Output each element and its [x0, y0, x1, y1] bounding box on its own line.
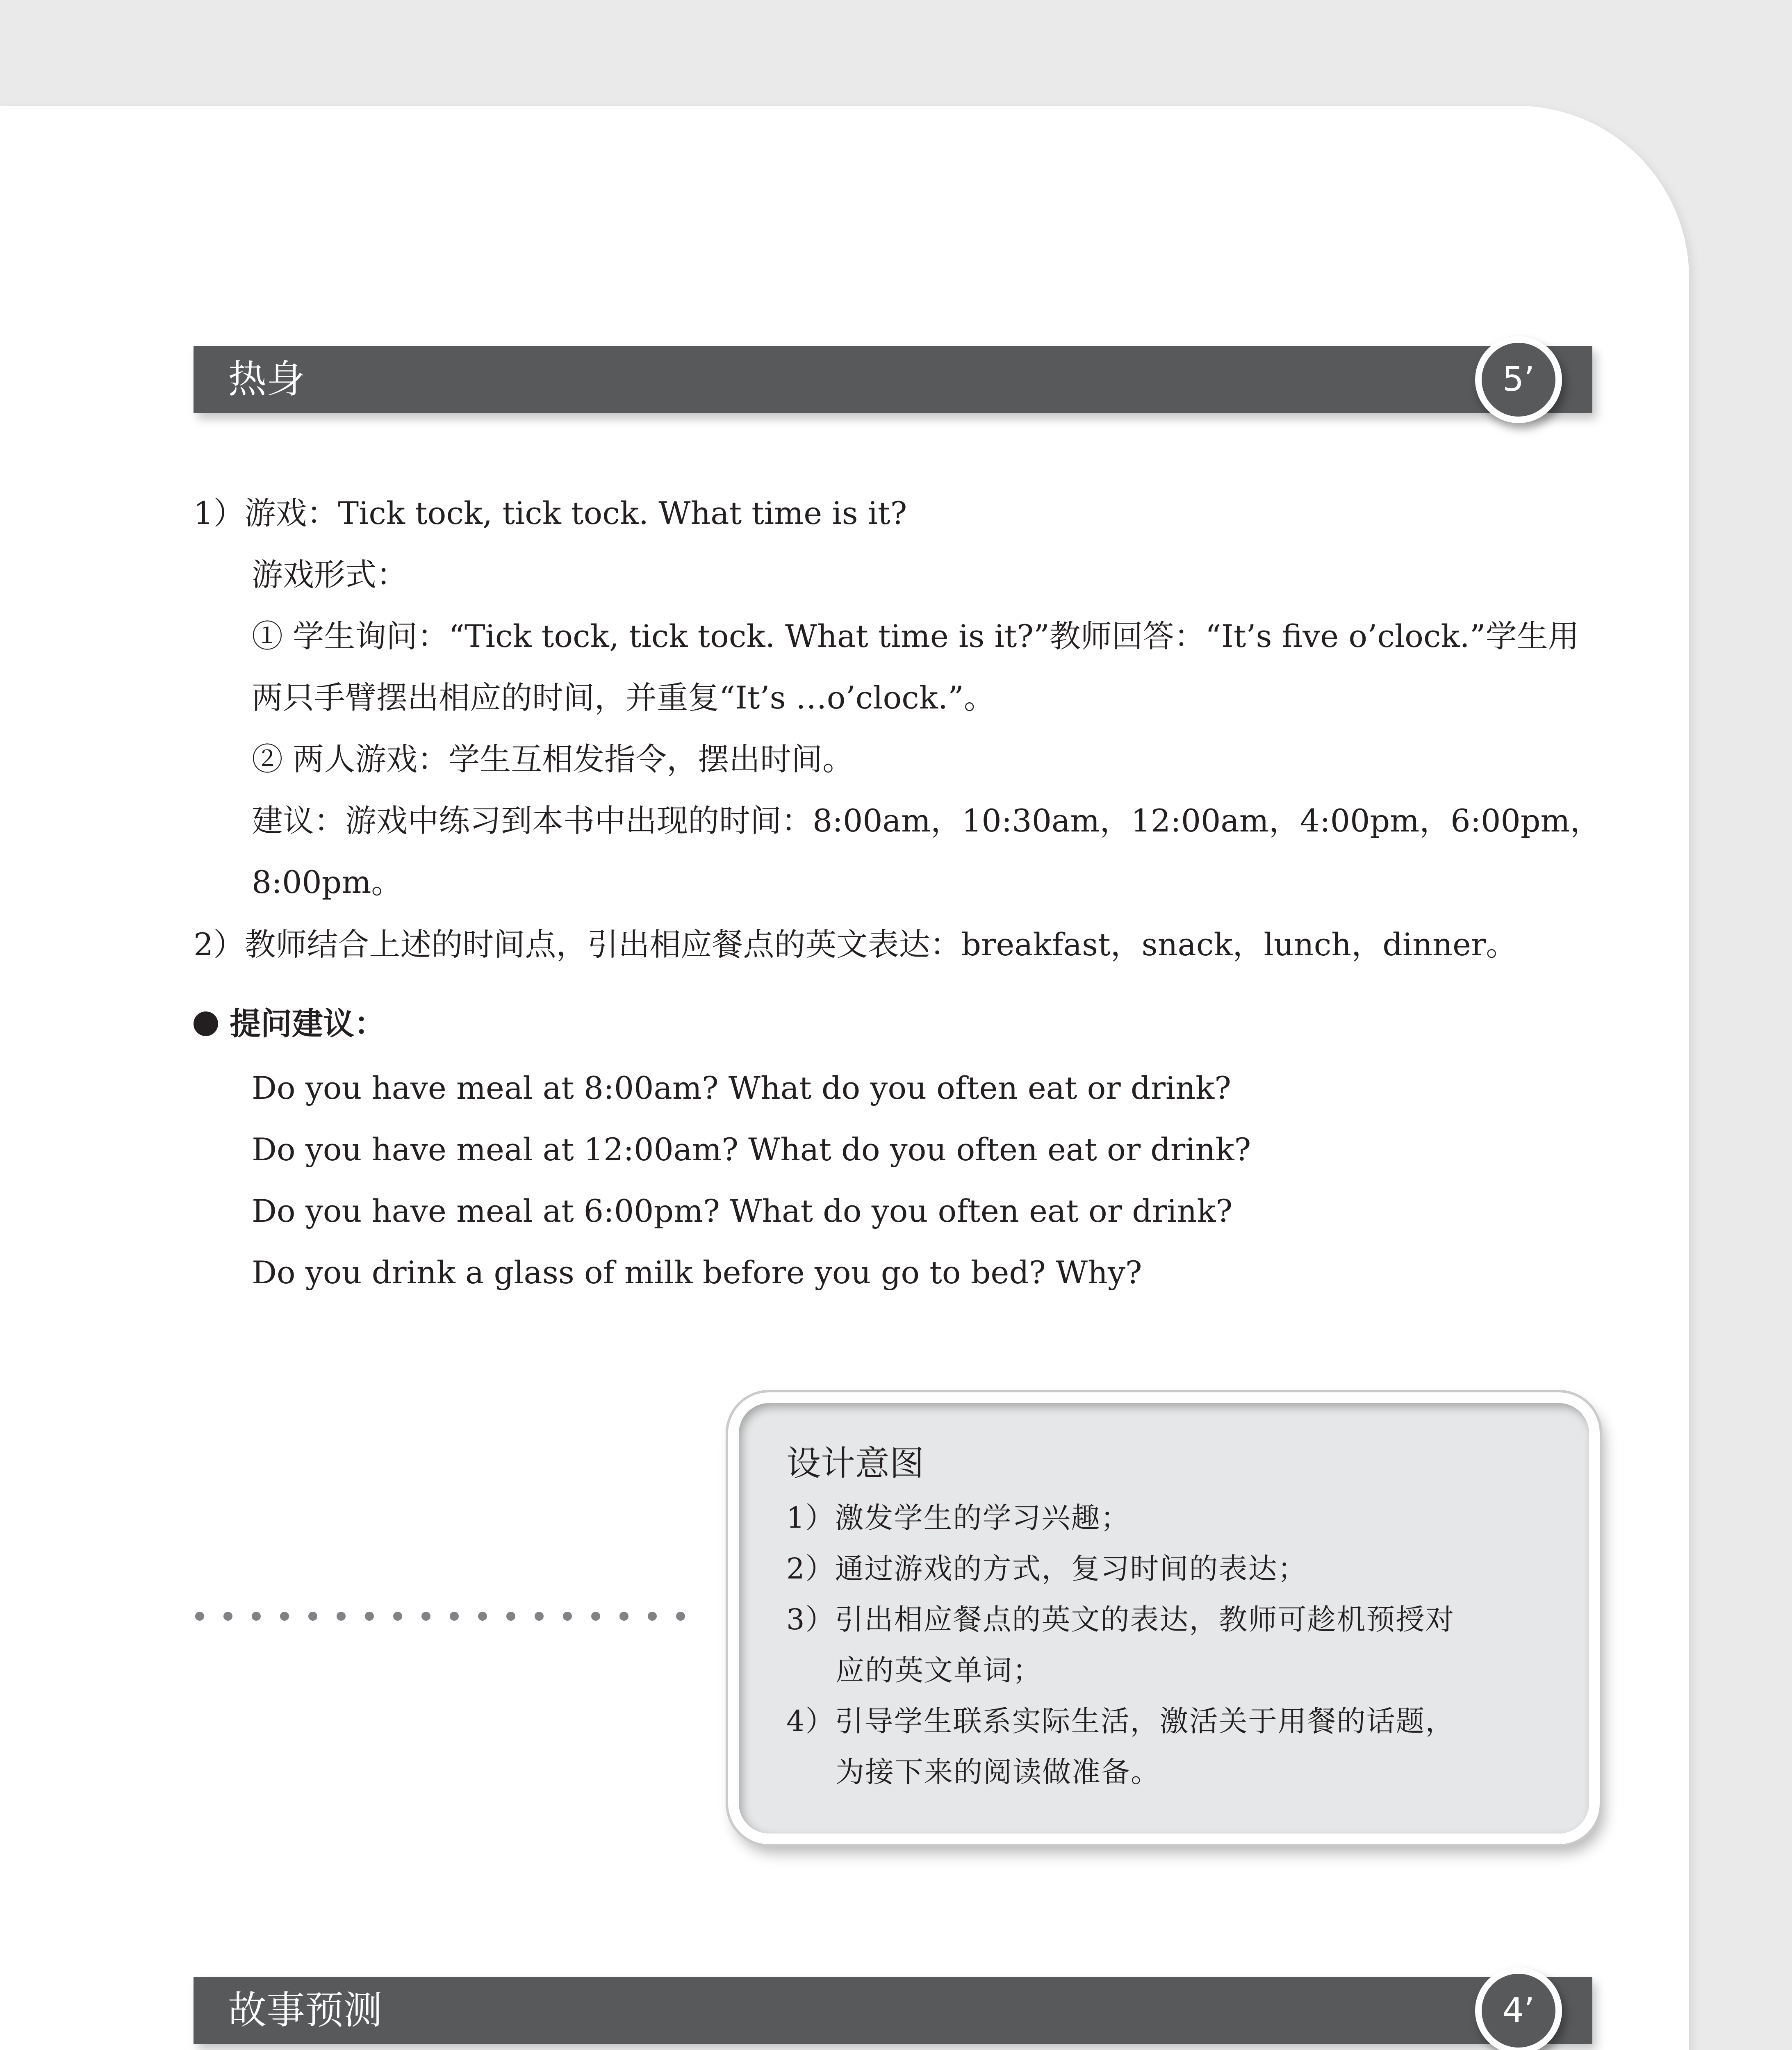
- warmup-line: 两只手臂摆出相应的时间，并重复“It’s …o’clock.”。: [252, 679, 995, 716]
- question-heading: [194, 1001, 385, 1046]
- design-intent-line: 应的英文单词；: [836, 1654, 1042, 1687]
- section-title-prediction: 故事预测: [228, 1988, 383, 2033]
- question-item: Do you have meal at 8:00am? What do you often eat or drink?: [252, 1070, 1231, 1106]
- bullet-dot-icon: [194, 1011, 218, 1036]
- warmup-line: 游戏形式：: [252, 556, 408, 593]
- design-intent-line: 2）通过游戏的方式，复习时间的表达；: [786, 1552, 1307, 1585]
- dotted-leader-line: [194, 1608, 710, 1624]
- warmup-line: 1）游戏：Tick tock, tick tock. What time is it?: [194, 495, 907, 531]
- question-item: Do you have meal at 12:00am? What do you often eat or drink?: [252, 1131, 1251, 1168]
- time-badge-warmup: 5’: [1475, 336, 1562, 423]
- warmup-line: 建议：游戏中练习到本书中出现的时间：8:00am，10:30am，12:00am，4:00pm，6:00pm，: [252, 802, 1601, 839]
- warmup-line: ② 两人游戏：学生互相发指令，摆出时间。: [252, 741, 854, 777]
- section-title-warmup: 热身: [228, 357, 305, 402]
- design-intent-line: 4）引导学生联系实际生活，激活关于用餐的话题，: [786, 1704, 1455, 1738]
- design-intent-title: 设计意图: [786, 1443, 924, 1483]
- question-item: Do you have meal at 6:00pm? What do you often eat or drink?: [252, 1193, 1233, 1229]
- section-bar-warmup: [194, 346, 1592, 413]
- warmup-line: ① 学生询问：“Tick tock, tick tock. What time is it?”教师回答：“It’s five o’clock.”学生用: [252, 618, 1579, 654]
- section-bar-prediction: [194, 1977, 1592, 2044]
- design-intent-line: 为接下来的阅读做准备。: [836, 1755, 1160, 1789]
- warmup-line: 2）教师结合上述的时间点，引出相应餐点的英文表达：breakfast，snack，lunch，dinner。: [194, 926, 1517, 963]
- design-intent-line: 1）激发学生的学习兴趣；: [786, 1501, 1130, 1535]
- time-badge-prediction: 4’: [1475, 1967, 1562, 2050]
- question-heading-label: 提问建议：: [230, 1005, 385, 1042]
- warmup-line: 8:00pm。: [252, 864, 403, 900]
- design-intent-line: 3）引出相应餐点的英文的表达，教师可趁机预授对: [786, 1603, 1455, 1636]
- design-intent-box: [728, 1392, 1600, 1844]
- question-item: Do you drink a glass of milk before you go to bed? Why?: [252, 1254, 1142, 1291]
